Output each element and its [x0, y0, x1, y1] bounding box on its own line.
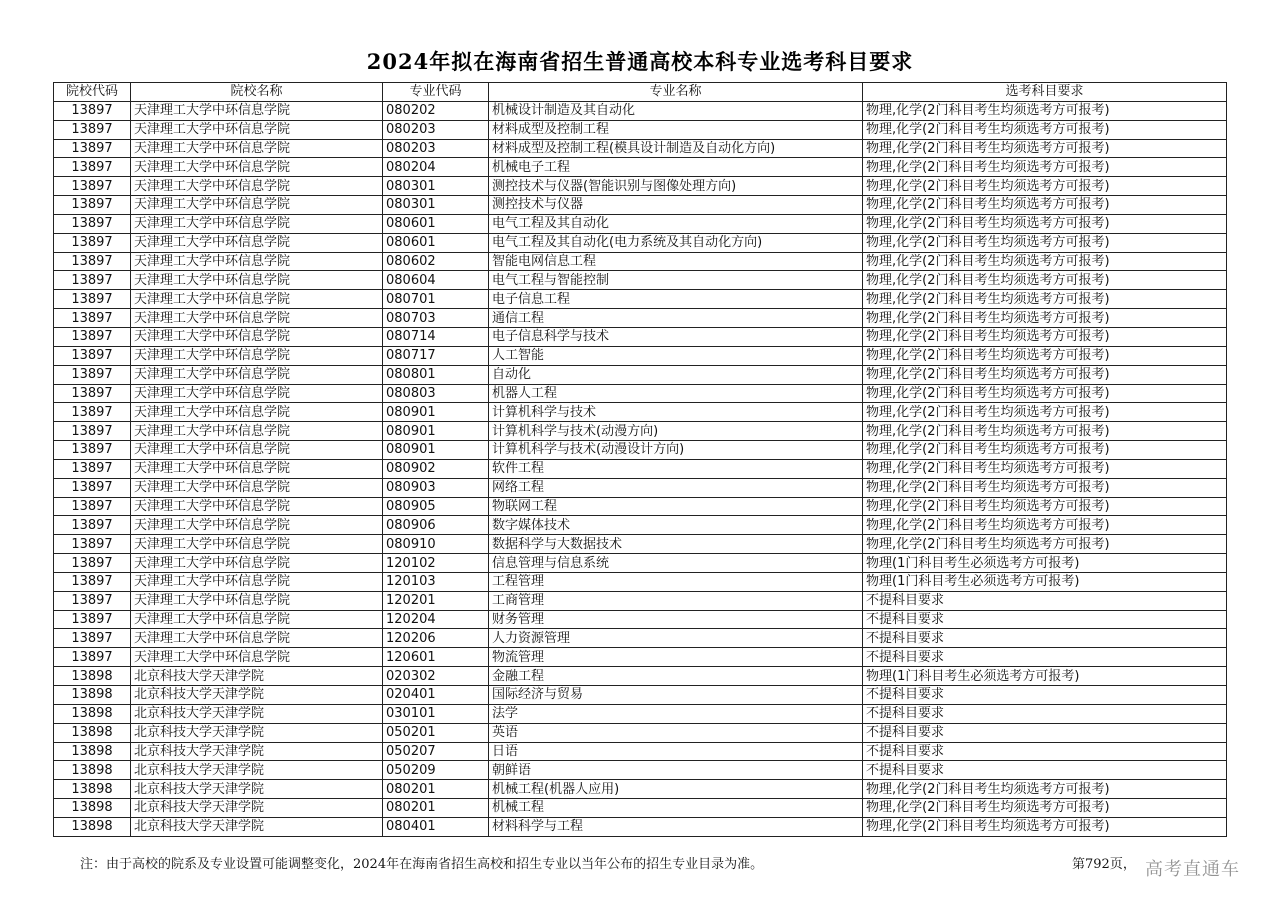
major-code-cell: 080717	[383, 346, 489, 365]
major-code-cell: 030101	[383, 704, 489, 723]
major-code-cell: 080201	[383, 780, 489, 799]
school-name-cell: 天津理工大学中环信息学院	[131, 101, 383, 120]
header-subject-requirement: 选考科目要求	[863, 83, 1227, 102]
subject-requirement-cell: 不提科目要求	[863, 610, 1227, 629]
school-code-cell: 13897	[54, 535, 131, 554]
major-code-cell: 080203	[383, 120, 489, 139]
subject-requirement-cell: 物理,化学(2门科目考生均须选考方可报考)	[863, 290, 1227, 309]
table-row	[54, 403, 1227, 422]
table-row	[54, 290, 1227, 309]
school-code-cell: 13898	[54, 742, 131, 761]
school-name-cell: 天津理工大学中环信息学院	[131, 554, 383, 573]
major-name-cell: 工程管理	[489, 572, 863, 591]
table-row	[54, 667, 1227, 686]
major-code-cell: 120204	[383, 610, 489, 629]
subject-requirement-cell: 物理,化学(2门科目考生均须选考方可报考)	[863, 158, 1227, 177]
school-code-cell: 13897	[54, 441, 131, 460]
major-name-cell: 计算机科学与技术(动漫方向)	[489, 422, 863, 441]
school-name-cell: 北京科技大学天津学院	[131, 780, 383, 799]
major-name-cell: 电子信息工程	[489, 290, 863, 309]
table-row	[54, 252, 1227, 271]
school-code-cell: 13897	[54, 120, 131, 139]
school-name-cell: 天津理工大学中环信息学院	[131, 422, 383, 441]
subject-requirement-cell: 物理,化学(2门科目考生均须选考方可报考)	[863, 120, 1227, 139]
school-code-cell: 13897	[54, 233, 131, 252]
school-code-cell: 13898	[54, 761, 131, 780]
major-name-cell: 英语	[489, 723, 863, 742]
subject-requirement-cell: 物理,化学(2门科目考生均须选考方可报考)	[863, 817, 1227, 836]
subject-requirement-cell: 不提科目要求	[863, 686, 1227, 705]
school-code-cell: 13897	[54, 158, 131, 177]
table-header-row	[54, 83, 1227, 102]
school-code-cell: 13898	[54, 780, 131, 799]
table-row	[54, 817, 1227, 836]
school-code-cell: 13897	[54, 648, 131, 667]
table-row	[54, 214, 1227, 233]
major-code-cell: 080202	[383, 101, 489, 120]
school-code-cell: 13897	[54, 252, 131, 271]
subject-requirement-cell: 物理,化学(2门科目考生均须选考方可报考)	[863, 384, 1227, 403]
school-code-cell: 13897	[54, 365, 131, 384]
school-name-cell: 天津理工大学中环信息学院	[131, 290, 383, 309]
school-name-cell: 北京科技大学天津学院	[131, 799, 383, 818]
major-code-cell: 080903	[383, 478, 489, 497]
major-name-cell: 朝鲜语	[489, 761, 863, 780]
major-code-cell: 120601	[383, 648, 489, 667]
major-code-cell: 080701	[383, 290, 489, 309]
major-code-cell: 120206	[383, 629, 489, 648]
school-code-cell: 13897	[54, 459, 131, 478]
table-row	[54, 384, 1227, 403]
table-row	[54, 177, 1227, 196]
table-row	[54, 780, 1227, 799]
table-row	[54, 459, 1227, 478]
school-name-cell: 天津理工大学中环信息学院	[131, 233, 383, 252]
major-name-cell: 通信工程	[489, 309, 863, 328]
subject-requirement-cell: 物理(1门科目考生必须选考方可报考)	[863, 572, 1227, 591]
table-row	[54, 120, 1227, 139]
major-code-cell: 120103	[383, 572, 489, 591]
major-name-cell: 人力资源管理	[489, 629, 863, 648]
requirements-table-container	[53, 82, 1226, 837]
major-code-cell: 080401	[383, 817, 489, 836]
table-row	[54, 629, 1227, 648]
school-code-cell: 13898	[54, 667, 131, 686]
school-name-cell: 北京科技大学天津学院	[131, 667, 383, 686]
major-code-cell: 120102	[383, 554, 489, 573]
major-name-cell: 网络工程	[489, 478, 863, 497]
major-code-cell: 080301	[383, 177, 489, 196]
subject-requirement-cell: 物理,化学(2门科目考生均须选考方可报考)	[863, 422, 1227, 441]
subject-requirement-cell: 物理,化学(2门科目考生均须选考方可报考)	[863, 271, 1227, 290]
school-name-cell: 天津理工大学中环信息学院	[131, 648, 383, 667]
table-row	[54, 723, 1227, 742]
school-name-cell: 天津理工大学中环信息学院	[131, 610, 383, 629]
school-code-cell: 13897	[54, 346, 131, 365]
school-name-cell: 天津理工大学中环信息学院	[131, 441, 383, 460]
table-row	[54, 497, 1227, 516]
major-name-cell: 物联网工程	[489, 497, 863, 516]
subject-requirement-cell: 不提科目要求	[863, 742, 1227, 761]
major-code-cell: 080203	[383, 139, 489, 158]
major-name-cell: 材料科学与工程	[489, 817, 863, 836]
school-name-cell: 天津理工大学中环信息学院	[131, 572, 383, 591]
school-code-cell: 13897	[54, 422, 131, 441]
subject-requirement-cell: 物理,化学(2门科目考生均须选考方可报考)	[863, 139, 1227, 158]
subject-requirement-cell: 物理(1门科目考生必须选考方可报考)	[863, 554, 1227, 573]
header-major-name: 专业名称	[489, 83, 863, 102]
major-code-cell: 080602	[383, 252, 489, 271]
school-code-cell: 13897	[54, 309, 131, 328]
table-row	[54, 478, 1227, 497]
major-name-cell: 日语	[489, 742, 863, 761]
subject-requirement-cell: 物理(1门科目考生必须选考方可报考)	[863, 667, 1227, 686]
subject-requirement-cell: 物理,化学(2门科目考生均须选考方可报考)	[863, 780, 1227, 799]
major-code-cell: 080901	[383, 441, 489, 460]
major-name-cell: 自动化	[489, 365, 863, 384]
header-school-code: 院校代码	[54, 83, 131, 102]
major-name-cell: 机械电子工程	[489, 158, 863, 177]
major-name-cell: 数字媒体技术	[489, 516, 863, 535]
table-row	[54, 139, 1227, 158]
subject-requirement-cell: 物理,化学(2门科目考生均须选考方可报考)	[863, 535, 1227, 554]
major-code-cell: 080201	[383, 799, 489, 818]
school-name-cell: 天津理工大学中环信息学院	[131, 309, 383, 328]
subject-requirement-cell: 物理,化学(2门科目考生均须选考方可报考)	[863, 497, 1227, 516]
school-code-cell: 13898	[54, 723, 131, 742]
school-code-cell: 13898	[54, 686, 131, 705]
school-name-cell: 天津理工大学中环信息学院	[131, 271, 383, 290]
major-name-cell: 智能电网信息工程	[489, 252, 863, 271]
school-name-cell: 北京科技大学天津学院	[131, 704, 383, 723]
major-name-cell: 机器人工程	[489, 384, 863, 403]
school-name-cell: 天津理工大学中环信息学院	[131, 252, 383, 271]
school-code-cell: 13897	[54, 403, 131, 422]
major-code-cell: 080714	[383, 327, 489, 346]
major-code-cell: 050201	[383, 723, 489, 742]
major-name-cell: 测控技术与仪器	[489, 196, 863, 215]
table-row	[54, 327, 1227, 346]
subject-requirement-cell: 不提科目要求	[863, 704, 1227, 723]
major-name-cell: 测控技术与仪器(智能识别与图像处理方向)	[489, 177, 863, 196]
table-row	[54, 365, 1227, 384]
major-name-cell: 工商管理	[489, 591, 863, 610]
subject-requirement-cell: 不提科目要求	[863, 761, 1227, 780]
subject-requirement-cell: 不提科目要求	[863, 591, 1227, 610]
subject-requirement-cell: 物理,化学(2门科目考生均须选考方可报考)	[863, 309, 1227, 328]
school-name-cell: 天津理工大学中环信息学院	[131, 459, 383, 478]
table-row	[54, 761, 1227, 780]
major-code-cell: 020302	[383, 667, 489, 686]
subject-requirement-cell: 物理,化学(2门科目考生均须选考方可报考)	[863, 327, 1227, 346]
major-code-cell: 080801	[383, 365, 489, 384]
school-code-cell: 13898	[54, 799, 131, 818]
school-name-cell: 天津理工大学中环信息学院	[131, 214, 383, 233]
major-name-cell: 国际经济与贸易	[489, 686, 863, 705]
subject-requirement-cell: 不提科目要求	[863, 629, 1227, 648]
major-code-cell: 050209	[383, 761, 489, 780]
subject-requirement-cell: 物理,化学(2门科目考生均须选考方可报考)	[863, 441, 1227, 460]
major-code-cell: 080901	[383, 403, 489, 422]
table-row	[54, 309, 1227, 328]
table-row	[54, 346, 1227, 365]
table-row	[54, 648, 1227, 667]
subject-requirement-cell: 物理,化学(2门科目考生均须选考方可报考)	[863, 459, 1227, 478]
page-title: 2024年拟在海南省招生普通高校本科专业选考科目要求	[366, 49, 914, 74]
school-name-cell: 天津理工大学中环信息学院	[131, 327, 383, 346]
table-row	[54, 686, 1227, 705]
school-code-cell: 13897	[54, 139, 131, 158]
major-name-cell: 机械工程	[489, 799, 863, 818]
table-row	[54, 591, 1227, 610]
subject-requirement-cell: 物理,化学(2门科目考生均须选考方可报考)	[863, 252, 1227, 271]
school-name-cell: 天津理工大学中环信息学院	[131, 346, 383, 365]
major-code-cell: 120201	[383, 591, 489, 610]
school-name-cell: 天津理工大学中环信息学院	[131, 384, 383, 403]
major-code-cell: 080601	[383, 214, 489, 233]
school-code-cell: 13897	[54, 629, 131, 648]
major-code-cell: 080204	[383, 158, 489, 177]
major-code-cell: 080902	[383, 459, 489, 478]
school-code-cell: 13897	[54, 591, 131, 610]
school-code-cell: 13897	[54, 290, 131, 309]
table-row	[54, 233, 1227, 252]
major-name-cell: 电气工程及其自动化(电力系统及其自动化方向)	[489, 233, 863, 252]
subject-requirement-cell: 物理,化学(2门科目考生均须选考方可报考)	[863, 799, 1227, 818]
school-name-cell: 北京科技大学天津学院	[131, 742, 383, 761]
school-code-cell: 13898	[54, 704, 131, 723]
major-name-cell: 机械设计制造及其自动化	[489, 101, 863, 120]
major-code-cell: 080703	[383, 309, 489, 328]
school-name-cell: 天津理工大学中环信息学院	[131, 177, 383, 196]
major-name-cell: 人工智能	[489, 346, 863, 365]
table-row	[54, 101, 1227, 120]
major-name-cell: 计算机科学与技术	[489, 403, 863, 422]
major-code-cell: 080604	[383, 271, 489, 290]
school-code-cell: 13897	[54, 101, 131, 120]
subject-requirement-cell: 物理,化学(2门科目考生均须选考方可报考)	[863, 365, 1227, 384]
table-row	[54, 704, 1227, 723]
school-name-cell: 天津理工大学中环信息学院	[131, 497, 383, 516]
major-name-cell: 数据科学与大数据技术	[489, 535, 863, 554]
school-name-cell: 天津理工大学中环信息学院	[131, 120, 383, 139]
table-row	[54, 441, 1227, 460]
subject-requirement-cell: 不提科目要求	[863, 723, 1227, 742]
table-row	[54, 742, 1227, 761]
major-code-cell: 080803	[383, 384, 489, 403]
school-name-cell: 天津理工大学中环信息学院	[131, 591, 383, 610]
school-code-cell: 13897	[54, 327, 131, 346]
school-name-cell: 天津理工大学中环信息学院	[131, 365, 383, 384]
footer-note: 注：由于高校的院系及专业设置可能调整变化，2024年在海南省招生高校和招生专业以当年公布的招生专业目录为准。	[80, 857, 764, 872]
subject-requirement-cell: 物理,化学(2门科目考生均须选考方可报考)	[863, 233, 1227, 252]
major-name-cell: 电子信息科学与技术	[489, 327, 863, 346]
major-name-cell: 材料成型及控制工程	[489, 120, 863, 139]
major-code-cell: 080301	[383, 196, 489, 215]
school-code-cell: 13897	[54, 554, 131, 573]
school-code-cell: 13897	[54, 478, 131, 497]
major-name-cell: 材料成型及控制工程(模具设计制造及自动化方向)	[489, 139, 863, 158]
school-name-cell: 天津理工大学中环信息学院	[131, 403, 383, 422]
table-row	[54, 610, 1227, 629]
major-code-cell: 080910	[383, 535, 489, 554]
table-row	[54, 799, 1227, 818]
school-code-cell: 13897	[54, 214, 131, 233]
subject-requirement-cell: 物理,化学(2门科目考生均须选考方可报考)	[863, 177, 1227, 196]
major-code-cell: 050207	[383, 742, 489, 761]
requirements-table	[53, 82, 1227, 837]
major-code-cell: 080901	[383, 422, 489, 441]
table-row	[54, 535, 1227, 554]
school-name-cell: 天津理工大学中环信息学院	[131, 139, 383, 158]
table-row	[54, 271, 1227, 290]
school-name-cell: 天津理工大学中环信息学院	[131, 158, 383, 177]
school-name-cell: 天津理工大学中环信息学院	[131, 478, 383, 497]
header-major-code: 专业代码	[383, 83, 489, 102]
major-name-cell: 电气工程与智能控制	[489, 271, 863, 290]
table-row	[54, 158, 1227, 177]
major-name-cell: 法学	[489, 704, 863, 723]
school-name-cell: 北京科技大学天津学院	[131, 817, 383, 836]
subject-requirement-cell: 物理,化学(2门科目考生均须选考方可报考)	[863, 403, 1227, 422]
subject-requirement-cell: 物理,化学(2门科目考生均须选考方可报考)	[863, 516, 1227, 535]
school-code-cell: 13897	[54, 572, 131, 591]
school-code-cell: 13897	[54, 271, 131, 290]
major-name-cell: 物流管理	[489, 648, 863, 667]
school-name-cell: 北京科技大学天津学院	[131, 761, 383, 780]
major-name-cell: 电气工程及其自动化	[489, 214, 863, 233]
page-number: 第792页，	[1072, 857, 1136, 872]
table-row	[54, 196, 1227, 215]
subject-requirement-cell: 物理,化学(2门科目考生均须选考方可报考)	[863, 478, 1227, 497]
school-code-cell: 13897	[54, 384, 131, 403]
major-name-cell: 软件工程	[489, 459, 863, 478]
school-name-cell: 天津理工大学中环信息学院	[131, 516, 383, 535]
subject-requirement-cell: 不提科目要求	[863, 648, 1227, 667]
school-name-cell: 天津理工大学中环信息学院	[131, 196, 383, 215]
major-code-cell: 020401	[383, 686, 489, 705]
school-code-cell: 13897	[54, 196, 131, 215]
subject-requirement-cell: 物理,化学(2门科目考生均须选考方可报考)	[863, 196, 1227, 215]
school-name-cell: 北京科技大学天津学院	[131, 686, 383, 705]
subject-requirement-cell: 物理,化学(2门科目考生均须选考方可报考)	[863, 214, 1227, 233]
table-row	[54, 422, 1227, 441]
header-school-name: 院校名称	[131, 83, 383, 102]
major-code-cell: 080905	[383, 497, 489, 516]
table-row	[54, 554, 1227, 573]
school-code-cell: 13897	[54, 177, 131, 196]
table-row	[54, 516, 1227, 535]
table-row	[54, 572, 1227, 591]
major-code-cell: 080601	[383, 233, 489, 252]
school-name-cell: 天津理工大学中环信息学院	[131, 535, 383, 554]
school-code-cell: 13897	[54, 497, 131, 516]
major-name-cell: 信息管理与信息系统	[489, 554, 863, 573]
major-name-cell: 财务管理	[489, 610, 863, 629]
major-name-cell: 机械工程(机器人应用)	[489, 780, 863, 799]
major-code-cell: 080906	[383, 516, 489, 535]
watermark: 高考直通车	[1145, 859, 1240, 880]
school-code-cell: 13897	[54, 610, 131, 629]
major-name-cell: 金融工程	[489, 667, 863, 686]
school-name-cell: 天津理工大学中环信息学院	[131, 629, 383, 648]
school-code-cell: 13898	[54, 817, 131, 836]
subject-requirement-cell: 物理,化学(2门科目考生均须选考方可报考)	[863, 346, 1227, 365]
subject-requirement-cell: 物理,化学(2门科目考生均须选考方可报考)	[863, 101, 1227, 120]
school-name-cell: 北京科技大学天津学院	[131, 723, 383, 742]
school-code-cell: 13897	[54, 516, 131, 535]
table-body	[54, 101, 1227, 836]
major-name-cell: 计算机科学与技术(动漫设计方向)	[489, 441, 863, 460]
